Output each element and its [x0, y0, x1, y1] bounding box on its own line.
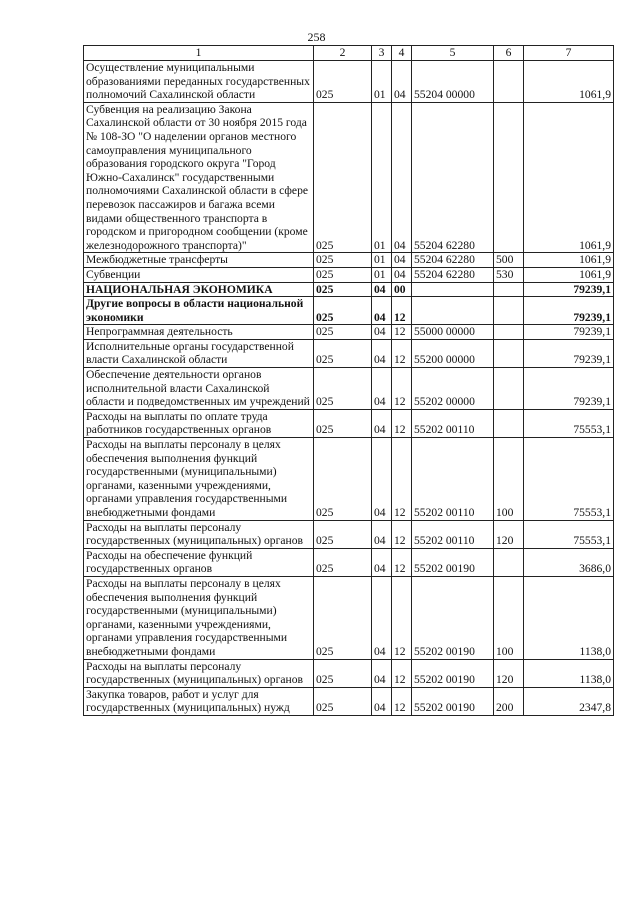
- budget-table: [83, 45, 614, 716]
- row-name: Расходы на выплаты персоналу в целях обеспечения выполнения функций государственными (муниципальными) органами, казенными учреждениями, органами управления государственными внебюджетными фондами: [84, 438, 314, 521]
- row-expense-type: 200: [494, 687, 524, 715]
- row-code: 025: [314, 253, 372, 268]
- row-amount: 1061,9: [524, 102, 614, 253]
- row-target-item: 55202 00110: [412, 409, 494, 437]
- table-row: [84, 325, 614, 340]
- row-expense-type: [494, 409, 524, 437]
- row-section: 04: [372, 659, 392, 687]
- table-row: [84, 576, 614, 659]
- row-code: 025: [314, 61, 372, 103]
- header-cell: 7: [524, 46, 614, 61]
- row-expense-type: [494, 297, 524, 325]
- row-section: 04: [372, 297, 392, 325]
- table-row: [84, 61, 614, 103]
- row-amount: 79239,1: [524, 297, 614, 325]
- row-subsection: 12: [392, 409, 412, 437]
- row-target-item: 55202 00110: [412, 520, 494, 548]
- table-row: [84, 102, 614, 253]
- table-row: [84, 339, 614, 367]
- row-expense-type: 100: [494, 438, 524, 521]
- row-section: 04: [372, 325, 392, 340]
- row-target-item: [412, 297, 494, 325]
- row-code: 025: [314, 409, 372, 437]
- row-code: 025: [314, 267, 372, 282]
- row-code: 025: [314, 576, 372, 659]
- header-row: [84, 46, 614, 61]
- header-cell: 6: [494, 46, 524, 61]
- row-name: Расходы на выплаты персоналу в целях обеспечения выполнения функций государственными (муниципальными) органами, казенными учреждениями, органами управления государственными внебюджетными фондами: [84, 576, 314, 659]
- row-code: 025: [314, 548, 372, 576]
- row-expense-type: 120: [494, 659, 524, 687]
- row-amount: 79239,1: [524, 339, 614, 367]
- row-target-item: 55202 00190: [412, 687, 494, 715]
- row-name: Субвенция на реализацию Закона Сахалинской области от 30 ноября 2015 года № 108-ЗО "О наделении органов местного самоуправления муниципального образования городского округа "Город Южно-Сахалинск" государственными полномочиями Сахалинской области в сфере перевозок пассажиров и багажа всеми видами общественного транспорта в городском и пригородном сообщении (кроме железнодорожного транспорта)": [84, 102, 314, 253]
- row-subsection: 04: [392, 102, 412, 253]
- row-target-item: 55202 00190: [412, 548, 494, 576]
- row-expense-type: 100: [494, 576, 524, 659]
- row-name: Осуществление муниципальными образованиями переданных государственных полномочий Сахалинской области: [84, 61, 314, 103]
- row-name: НАЦИОНАЛЬНАЯ ЭКОНОМИКА: [84, 282, 314, 297]
- row-subsection: 12: [392, 368, 412, 410]
- row-amount: 1061,9: [524, 267, 614, 282]
- row-subsection: 04: [392, 61, 412, 103]
- row-name: Расходы на выплаты персоналу государственных (муниципальных) органов: [84, 520, 314, 548]
- row-amount: 75553,1: [524, 438, 614, 521]
- row-code: 025: [314, 368, 372, 410]
- row-name: Обеспечение деятельности органов исполнительной власти Сахалинской области и подведомственных им учреждений: [84, 368, 314, 410]
- row-name: Субвенции: [84, 267, 314, 282]
- row-subsection: 12: [392, 548, 412, 576]
- row-expense-type: [494, 548, 524, 576]
- row-target-item: 55202 00000: [412, 368, 494, 410]
- row-amount: 75553,1: [524, 520, 614, 548]
- row-target-item: 55204 00000: [412, 61, 494, 103]
- row-name: Расходы на выплаты по оплате труда работников государственных органов: [84, 409, 314, 437]
- row-subsection: 04: [392, 267, 412, 282]
- row-target-item: 55202 00190: [412, 659, 494, 687]
- header-cell: 4: [392, 46, 412, 61]
- row-target-item: 55204 62280: [412, 102, 494, 253]
- row-expense-type: [494, 339, 524, 367]
- row-section: 04: [372, 368, 392, 410]
- row-amount: 79239,1: [524, 325, 614, 340]
- table-row: [84, 297, 614, 325]
- row-amount: 1061,9: [524, 253, 614, 268]
- row-section: 04: [372, 282, 392, 297]
- table-row: [84, 687, 614, 715]
- row-expense-type: [494, 325, 524, 340]
- row-section: 01: [372, 267, 392, 282]
- row-code: 025: [314, 659, 372, 687]
- table-row: [84, 253, 614, 268]
- row-code: 025: [314, 339, 372, 367]
- header-cell: 1: [84, 46, 314, 61]
- row-subsection: 12: [392, 438, 412, 521]
- header-cell: 2: [314, 46, 372, 61]
- row-name: Расходы на обеспечение функций государственных органов: [84, 548, 314, 576]
- table-row: [84, 659, 614, 687]
- row-section: 01: [372, 253, 392, 268]
- row-section: 04: [372, 687, 392, 715]
- table-row: [84, 548, 614, 576]
- row-expense-type: [494, 368, 524, 410]
- row-amount: 1061,9: [524, 61, 614, 103]
- header-cell: 5: [412, 46, 494, 61]
- row-target-item: 55202 00190: [412, 576, 494, 659]
- row-expense-type: 120: [494, 520, 524, 548]
- row-amount: 75553,1: [524, 409, 614, 437]
- row-section: 04: [372, 409, 392, 437]
- row-target-item: 55000 00000: [412, 325, 494, 340]
- row-amount: 2347,8: [524, 687, 614, 715]
- row-subsection: 12: [392, 325, 412, 340]
- row-name: Непрограммная деятельность: [84, 325, 314, 340]
- row-subsection: 04: [392, 253, 412, 268]
- row-target-item: 55204 62280: [412, 267, 494, 282]
- row-target-item: 55202 00110: [412, 438, 494, 521]
- row-code: 025: [314, 297, 372, 325]
- row-subsection: 00: [392, 282, 412, 297]
- row-target-item: 55200 00000: [412, 339, 494, 367]
- row-section: 01: [372, 61, 392, 103]
- row-subsection: 12: [392, 339, 412, 367]
- table-row: [84, 438, 614, 521]
- row-subsection: 12: [392, 297, 412, 325]
- row-amount: 79239,1: [524, 282, 614, 297]
- row-code: 025: [314, 282, 372, 297]
- row-name: Другие вопросы в области национальной экономики: [84, 297, 314, 325]
- row-amount: 3686,0: [524, 548, 614, 576]
- row-expense-type: 530: [494, 267, 524, 282]
- row-code: 025: [314, 325, 372, 340]
- table-row: [84, 282, 614, 297]
- row-name: Исполнительные органы государственной власти Сахалинской области: [84, 339, 314, 367]
- row-section: 04: [372, 576, 392, 659]
- row-amount: 79239,1: [524, 368, 614, 410]
- row-name: Закупка товаров, работ и услуг для государственных (муниципальных) нужд: [84, 687, 314, 715]
- row-name: Межбюджетные трансферты: [84, 253, 314, 268]
- table-row: [84, 368, 614, 410]
- table-row: [84, 267, 614, 282]
- table-row: [84, 409, 614, 437]
- header-cell: 3: [372, 46, 392, 61]
- row-code: 025: [314, 520, 372, 548]
- row-expense-type: 500: [494, 253, 524, 268]
- row-subsection: 12: [392, 687, 412, 715]
- row-section: 01: [372, 102, 392, 253]
- row-section: 04: [372, 339, 392, 367]
- row-code: 025: [314, 438, 372, 521]
- row-subsection: 12: [392, 659, 412, 687]
- row-expense-type: [494, 61, 524, 103]
- row-section: 04: [372, 520, 392, 548]
- table-row: [84, 520, 614, 548]
- row-code: 025: [314, 102, 372, 253]
- row-subsection: 12: [392, 520, 412, 548]
- row-amount: 1138,0: [524, 659, 614, 687]
- row-code: 025: [314, 687, 372, 715]
- row-name: Расходы на выплаты персоналу государственных (муниципальных) органов: [84, 659, 314, 687]
- row-subsection: 12: [392, 576, 412, 659]
- row-expense-type: [494, 102, 524, 253]
- row-amount: 1138,0: [524, 576, 614, 659]
- page-number: 258: [307, 30, 326, 44]
- row-section: 04: [372, 548, 392, 576]
- row-target-item: [412, 282, 494, 297]
- row-target-item: 55204 62280: [412, 253, 494, 268]
- row-expense-type: [494, 282, 524, 297]
- row-section: 04: [372, 438, 392, 521]
